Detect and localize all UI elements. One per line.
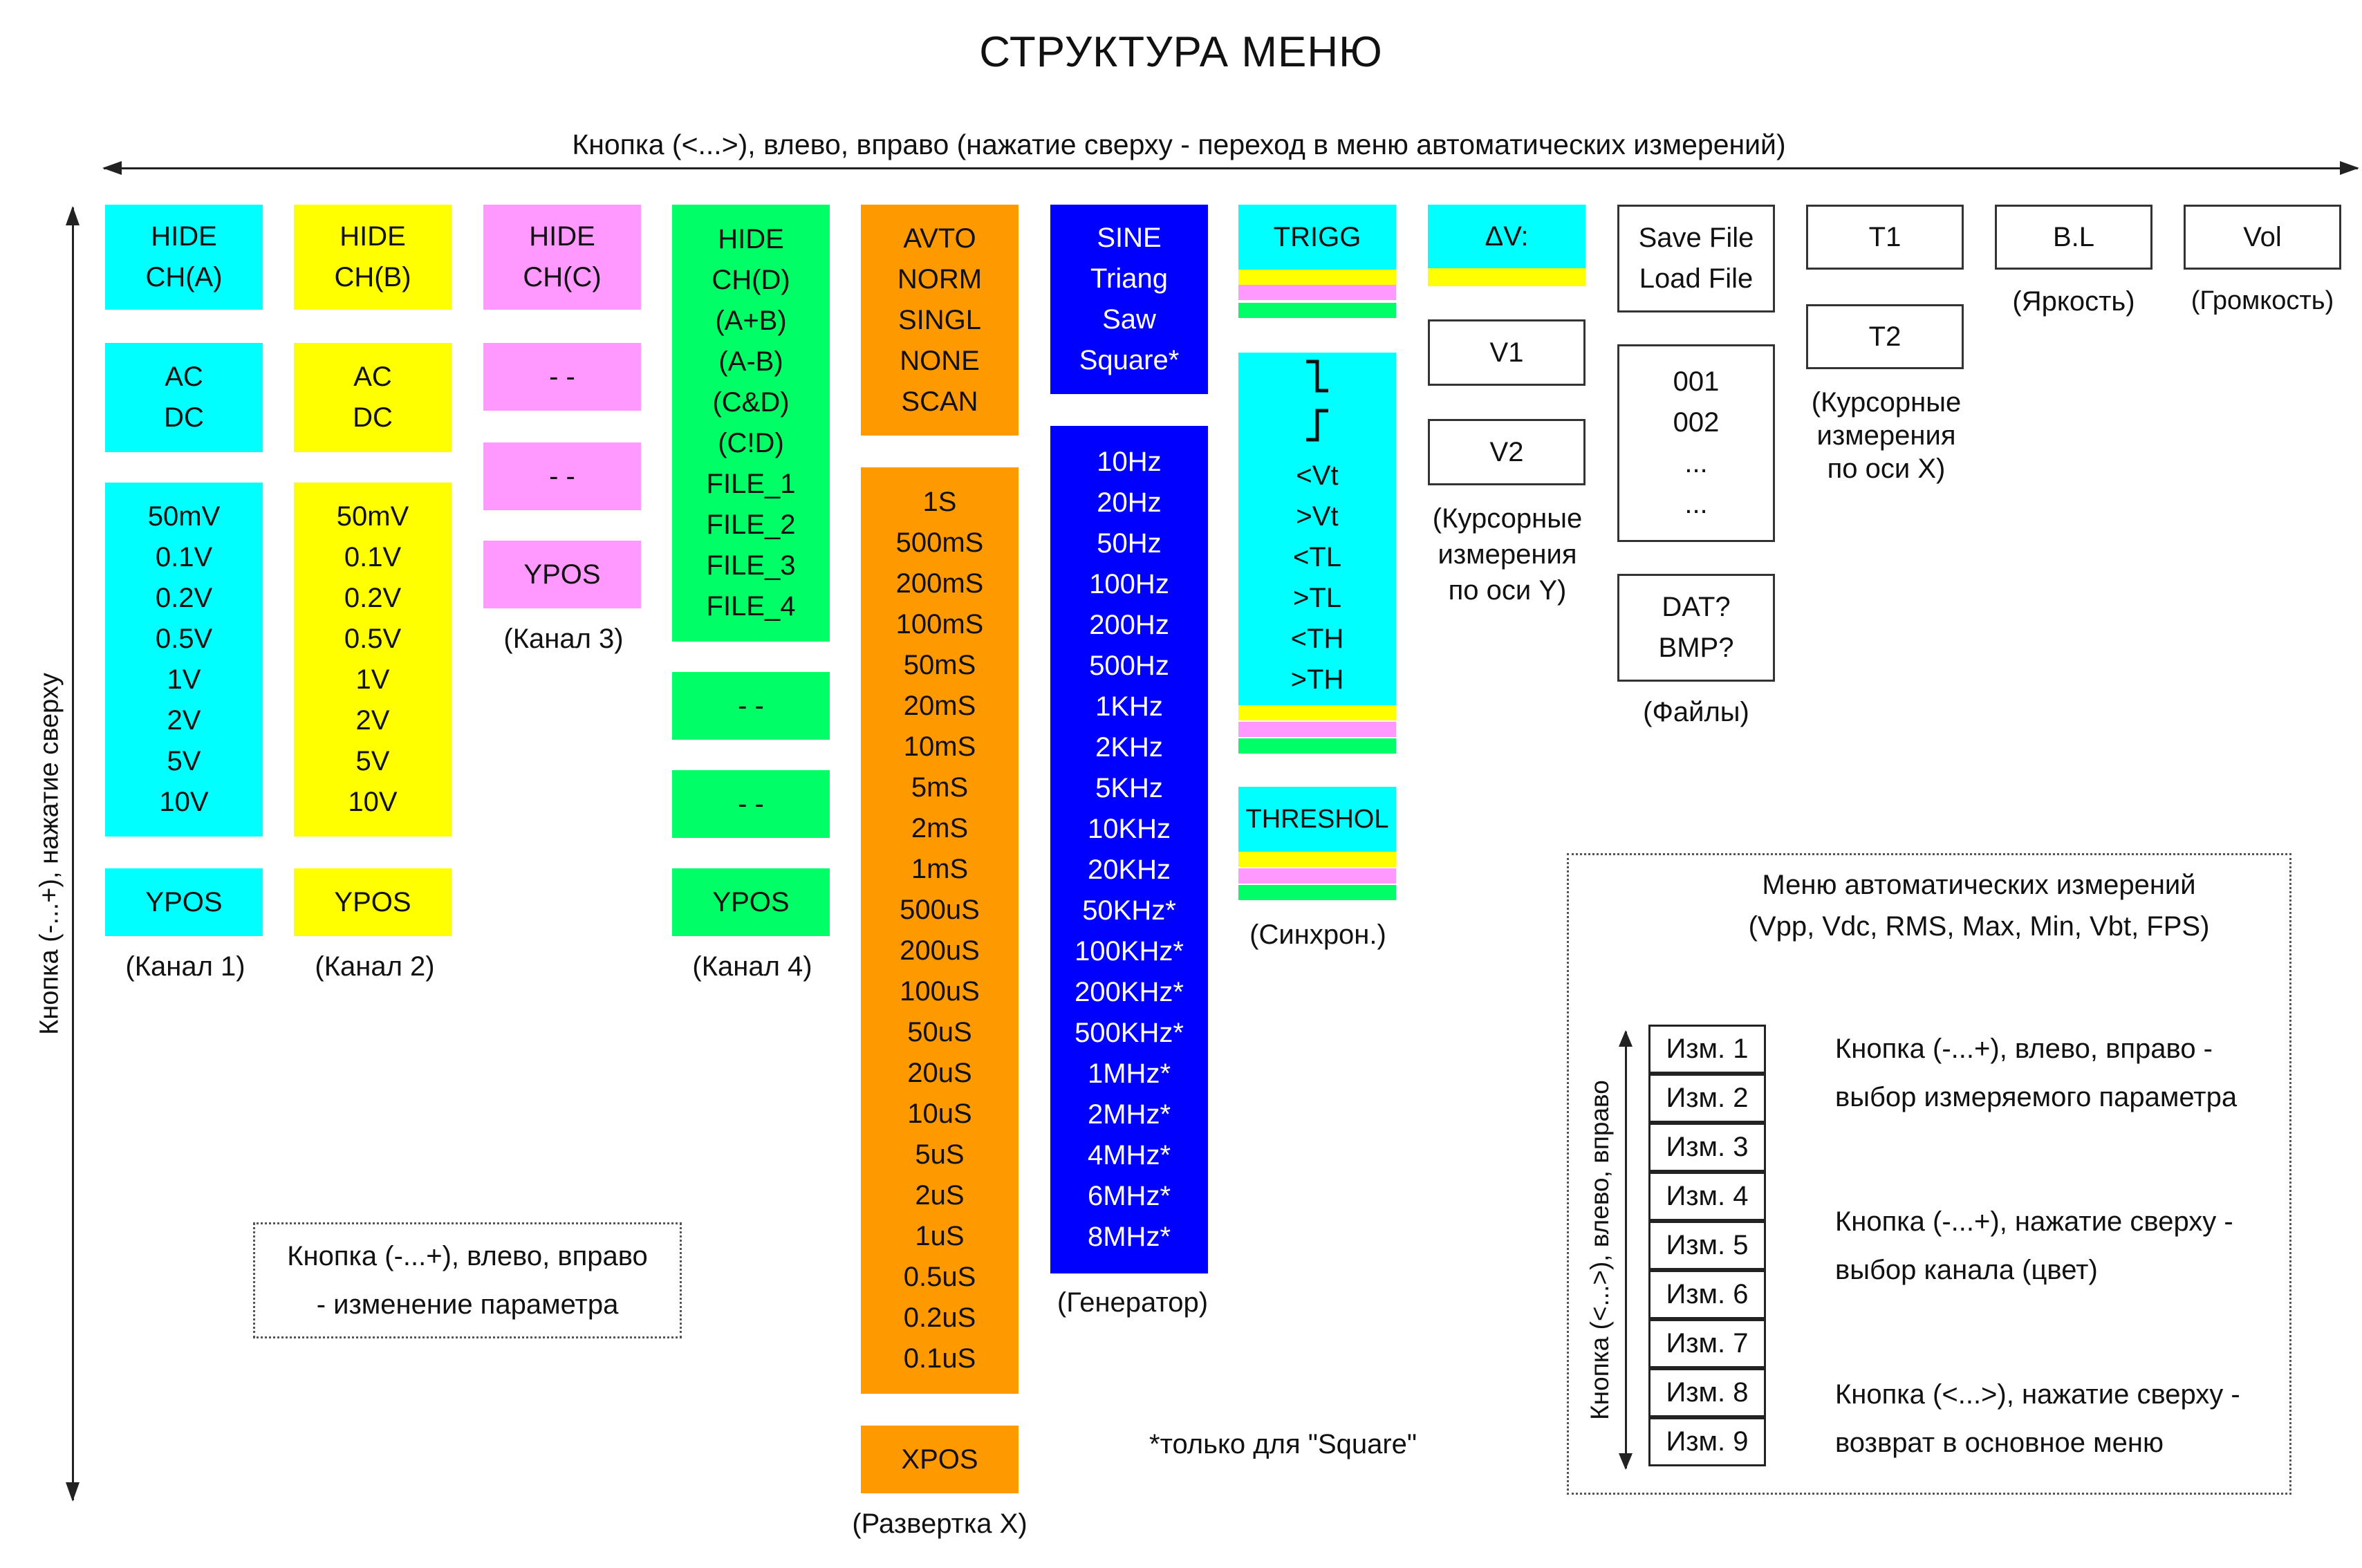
ch1-caption: (Канал 1) (125, 951, 245, 982)
ch1-volts-item: 2V (167, 705, 201, 736)
brightness-box[interactable] (1995, 205, 2152, 270)
ch2-coupling-item: DC (353, 402, 393, 433)
ch2-hide-line: CH(B) (334, 262, 411, 292)
ch2-volts-item: 0.1V (344, 542, 402, 572)
load-file-label: Load File (1639, 263, 1754, 294)
volume-caption: (Громкость) (2191, 286, 2334, 315)
sweep-time-item: 50uS (907, 1017, 972, 1047)
ch2-volts-item: 10V (348, 787, 398, 817)
generator-freq-item: 20Hz (1097, 487, 1162, 518)
ch2-volts-item: 50mV (336, 501, 409, 532)
ch2-volts-box[interactable] (294, 483, 452, 837)
ch2-volts-item: 2V (355, 705, 390, 736)
yellow-stripe (1428, 268, 1585, 286)
cursor-v1-label: V1 (1489, 337, 1524, 368)
caption-line: измерения (1438, 539, 1577, 570)
measurement-item[interactable]: Изм. 6 (1648, 1270, 1766, 1319)
generator-freq-item: 500KHz* (1075, 1018, 1184, 1048)
sweep-time-item: 50mS (903, 650, 976, 680)
ch4-list-item: FILE_3 (706, 550, 796, 581)
pink-stripe (1238, 722, 1396, 737)
ch4-list-item: (A+B) (715, 306, 787, 336)
generator-freq-item: 4MHz* (1087, 1140, 1171, 1170)
ch3-dash-box[interactable] (483, 343, 641, 411)
file-slot-item: ... (1684, 489, 1708, 519)
yellow-stripe (1238, 270, 1396, 285)
caption-line: (Курсорные (1811, 387, 1962, 418)
auto-menu-note-line: возврат в основное меню (1835, 1428, 2164, 1458)
sweep-time-item: 100mS (895, 609, 984, 640)
cursor-t1-label: T1 (1868, 221, 1901, 252)
file-slot-item: 002 (1673, 407, 1720, 438)
cursor-x-caption (1812, 386, 1961, 485)
ch4-dash-label: - - (738, 690, 764, 721)
file-format-box[interactable] (1617, 574, 1775, 682)
auto-menu-side-label: Кнопка (<...>), влево, вправо (1585, 1080, 1614, 1420)
generator-freq-item: 6MHz* (1087, 1181, 1171, 1211)
ch1-volts-item: 0.5V (155, 624, 213, 654)
ch1-hide-line: HIDE (151, 221, 217, 252)
ch1-volts-item: 0.2V (155, 583, 213, 613)
generator-freq-item: 200KHz* (1075, 977, 1184, 1007)
ch3-dash-box[interactable] (483, 442, 641, 510)
sweep-time-item: 2uS (915, 1180, 965, 1211)
auto-menu-note-line: Кнопка (-...+), нажатие сверху - (1835, 1206, 2233, 1237)
ch3-dash-label: - - (549, 361, 575, 392)
measurement-item[interactable]: Изм. 9 (1648, 1417, 1766, 1466)
auto-menu-note-line: выбор канала (цвет) (1835, 1255, 2098, 1285)
ch4-dash-label: - - (738, 788, 764, 819)
ch4-list-item: (A-B) (718, 346, 783, 377)
ch2-volts-item: 5V (355, 746, 390, 776)
measurement-item[interactable]: Изм. 2 (1648, 1074, 1766, 1123)
cursor-t1-box[interactable] (1806, 205, 1964, 270)
sweep-time-item: 500uS (900, 895, 980, 925)
generator-wave-item: SINE (1097, 223, 1162, 253)
generator-freq-item: 8MHz* (1087, 1222, 1171, 1252)
generator-freq-item: 1MHz* (1087, 1058, 1171, 1089)
ch4-list-item: FILE_1 (706, 469, 796, 499)
generator-wave-item: Saw (1102, 304, 1156, 335)
measurement-item[interactable]: Изм. 3 (1648, 1123, 1766, 1172)
green-stripe (1238, 885, 1396, 900)
brightness-caption: (Яркость) (2012, 286, 2135, 317)
ch2-volts-item: 0.2V (344, 583, 402, 613)
ch1-volts-item: 1V (167, 664, 201, 695)
auto-menu-note (1835, 1025, 2237, 1121)
ch4-list-box[interactable] (672, 205, 830, 642)
ch4-caption: (Канал 4) (692, 951, 812, 982)
measurement-item[interactable]: Изм. 8 (1648, 1368, 1766, 1417)
ch4-list-item: (C!D) (718, 428, 784, 458)
sync-level-item: <TL (1292, 542, 1342, 572)
generator-freq-item: 100KHz* (1075, 936, 1184, 967)
ch3-caption: (Канал 3) (503, 624, 624, 654)
ch1-ypos-label: YPOS (145, 886, 223, 917)
ch4-ypos-box[interactable] (672, 868, 830, 936)
file-slot-item: ... (1684, 448, 1708, 478)
generator-wave-box[interactable] (1050, 205, 1208, 394)
volume-label: Vol (2243, 221, 2282, 252)
sweep-time-item: 20mS (903, 691, 976, 721)
sweep-time-item: 0.5uS (903, 1262, 976, 1292)
generator-wave-item: Triang (1090, 263, 1168, 294)
vertical-double-arrow (72, 207, 74, 1500)
generator-freq-item: 1KHz (1095, 691, 1163, 722)
sync-level-item: >TL (1292, 583, 1342, 613)
sweep-time-item: 2mS (911, 813, 969, 843)
auto-menu-vertical-arrow (1625, 1032, 1627, 1468)
left-button-label: Кнопка (-...+), нажатие сверху (35, 673, 64, 1035)
ch3-ypos-label: YPOS (523, 559, 601, 590)
generator-freq-box[interactable] (1050, 426, 1208, 1273)
sync-level-item: <Vt (1296, 460, 1339, 491)
sync-level-box[interactable] (1238, 353, 1396, 705)
generator-freq-item: 200Hz (1089, 610, 1169, 640)
sync-caption: (Синхрон.) (1249, 920, 1386, 950)
ch4-list-item: CH(D) (712, 265, 790, 295)
file-slot-item: 001 (1673, 366, 1720, 397)
ch1-coupling-item: DC (164, 402, 204, 433)
auto-menu-title-line: (Vpp, Vdc, RMS, Max, Min, Vbt, FPS) (1748, 911, 2210, 942)
ch3-dash-label: - - (549, 460, 575, 492)
file-slots-box[interactable] (1617, 344, 1775, 542)
ch2-caption: (Канал 2) (315, 951, 435, 982)
ch4-list-item: FILE_2 (706, 510, 796, 540)
yellow-stripe (1238, 705, 1396, 720)
ch1-volts-item: 10V (159, 787, 209, 817)
ch3-hide-box[interactable] (483, 205, 641, 310)
sweep-mode-box[interactable] (861, 205, 1019, 436)
param-note-line: - изменение параметра (316, 1289, 619, 1320)
generator-freq-item: 100Hz (1089, 569, 1169, 599)
sweep-time-item: 500mS (895, 528, 984, 558)
generator-freq-item: 2MHz* (1087, 1099, 1171, 1130)
yellow-stripe (1238, 852, 1396, 867)
horizontal-double-arrow (104, 167, 2358, 169)
ch1-volts-item: 50mV (147, 501, 221, 532)
sync-level-item: <TH (1290, 624, 1344, 654)
ch1-hide-box[interactable] (105, 205, 263, 310)
caption-line: (Курсорные (1432, 503, 1583, 534)
ch4-dash-box[interactable] (672, 672, 830, 740)
cursor-dv-box[interactable] (1428, 205, 1585, 268)
sweep-time-item: 200mS (895, 568, 984, 599)
square-only-note: *только для "Square" (1149, 1429, 1417, 1459)
generator-freq-item: 2KHz (1095, 732, 1163, 763)
sweep-xpos-box[interactable] (861, 1426, 1019, 1493)
sweep-time-item: 100uS (900, 976, 980, 1007)
caption-line: по оси X) (1827, 454, 1946, 484)
ch2-volts-item: 0.5V (344, 624, 402, 654)
cursor-v2-box[interactable] (1428, 419, 1585, 485)
measurement-item[interactable]: Изм. 1 (1648, 1025, 1766, 1074)
auto-menu-note-line: Кнопка (-...+), влево, вправо - (1835, 1034, 2213, 1064)
generator-caption: (Генератор) (1057, 1287, 1209, 1318)
ch1-hide-line: CH(A) (145, 262, 223, 292)
caption-line: измерения (1816, 420, 1956, 451)
sweep-time-item: 5uS (915, 1139, 965, 1170)
green-stripe (1238, 303, 1396, 318)
ch2-ypos-box[interactable] (294, 868, 452, 936)
sweep-time-item: 200uS (900, 935, 980, 966)
sweep-time-item: 10uS (907, 1099, 972, 1129)
sync-trigg-label: TRIGG (1273, 221, 1361, 252)
sync-threshol-box[interactable] (1238, 787, 1396, 852)
sweep-mode-item: NONE (900, 345, 980, 376)
ch1-ypos-box[interactable] (105, 868, 263, 936)
ch2-hide-line: HIDE (340, 221, 406, 252)
cursor-v1-box[interactable] (1428, 319, 1585, 386)
generator-freq-item: 5KHz (1095, 773, 1163, 803)
ch1-coupling-box[interactable] (105, 343, 263, 452)
generator-freq-item: 50KHz* (1082, 895, 1176, 926)
sweep-time-item: 1mS (911, 854, 969, 884)
pink-stripe (1238, 285, 1396, 300)
page-title: СТРУКТУРА МЕНЮ (979, 28, 1383, 76)
sweep-time-item: 20uS (907, 1058, 972, 1088)
auto-menu-note (1835, 1370, 2240, 1467)
sync-level-item: >Vt (1296, 501, 1339, 532)
cursor-y-caption (1433, 501, 1582, 608)
file-format-item: DAT? (1662, 592, 1731, 622)
param-note-line: Кнопка (-...+), влево, вправо (287, 1241, 648, 1271)
file-format-item: BMP? (1658, 633, 1734, 663)
volume-box[interactable] (2184, 205, 2341, 270)
ch2-coupling-box[interactable] (294, 343, 452, 452)
top-button-label: Кнопка (<...>), влево, вправо (нажатие сверху - переход в меню автоматических измерений) (572, 129, 1786, 160)
sweep-time-item: 0.2uS (903, 1303, 976, 1333)
cursor-v2-label: V2 (1489, 436, 1524, 467)
sync-level-item: >TH (1290, 664, 1344, 695)
falling-edge-icon (1303, 357, 1331, 407)
sync-threshol-label: THRESHOL (1245, 804, 1389, 834)
auto-menu-title-line: Меню автоматических измерений (1762, 870, 2196, 900)
generator-freq-item: 10Hz (1097, 447, 1162, 477)
ch4-list-item: HIDE (718, 224, 784, 254)
save-file-label: Save File (1638, 223, 1754, 253)
generator-freq-item: 10KHz (1087, 814, 1171, 844)
files-caption: (Файлы) (1643, 697, 1749, 727)
ch1-coupling-item: AC (165, 362, 203, 392)
ch1-volts-box[interactable] (105, 483, 263, 837)
sweep-time-item: 0.1uS (903, 1343, 976, 1374)
sweep-mode-item: SINGL (898, 304, 982, 335)
cursor-t2-box[interactable] (1806, 304, 1964, 369)
ch2-volts-item: 1V (355, 664, 390, 695)
auto-menu-note-line: Кнопка (<...>), нажатие сверху - (1835, 1379, 2240, 1410)
ch4-list-item: (C&D) (712, 387, 790, 418)
ch4-dash-box[interactable] (672, 770, 830, 838)
caption-line: по оси Y) (1448, 575, 1567, 606)
sweep-mode-item: SCAN (901, 386, 978, 417)
save-load-box[interactable] (1617, 205, 1775, 312)
sweep-mode-item: NORM (897, 263, 983, 295)
param-note-text (287, 1232, 648, 1329)
sweep-mode-item: AVTO (903, 223, 976, 254)
ch2-coupling-item: AC (353, 362, 392, 392)
sweep-xpos-label: XPOS (901, 1444, 978, 1475)
sweep-time-item: 5mS (911, 772, 969, 803)
green-stripe (1238, 738, 1396, 754)
brightness-label: B.L (2052, 221, 2095, 252)
auto-menu-note (1835, 1197, 2233, 1294)
ch1-volts-item: 5V (167, 746, 201, 776)
ch3-ypos-box[interactable] (483, 541, 641, 608)
measurement-item[interactable]: Изм. 4 (1648, 1172, 1766, 1221)
sweep-time-item: 10mS (903, 731, 976, 762)
measurement-item[interactable]: Изм. 7 (1648, 1319, 1766, 1368)
ch3-hide-line: HIDE (529, 221, 595, 252)
pink-stripe (1238, 868, 1396, 884)
auto-menu-note-line: выбор измеряемого параметра (1835, 1082, 2238, 1112)
generator-wave-item: Square* (1079, 345, 1180, 375)
ch1-volts-item: 0.1V (155, 542, 213, 572)
cursor-t2-label: T2 (1868, 321, 1901, 352)
generator-freq-item: 500Hz (1089, 651, 1169, 681)
cursor-dv-label: ΔV: (1485, 221, 1529, 252)
ch2-ypos-label: YPOS (334, 886, 411, 917)
sweep-time-item: 1uS (915, 1221, 965, 1251)
rising-edge-icon (1303, 407, 1331, 456)
ch4-list-item: FILE_4 (706, 591, 796, 622)
auto-menu-title (1749, 864, 2210, 947)
sweep-caption: (Развертка X) (852, 1509, 1027, 1539)
generator-freq-item: 20KHz (1087, 855, 1171, 885)
measurement-item[interactable]: Изм. 5 (1648, 1221, 1766, 1270)
generator-freq-item: 50Hz (1097, 528, 1162, 559)
sweep-time-item: 1S (922, 487, 957, 517)
ch3-hide-line: CH(C) (523, 262, 602, 292)
sync-trigg-box[interactable] (1238, 205, 1396, 270)
sweep-time-box[interactable] (861, 467, 1019, 1394)
ch4-ypos-label: YPOS (712, 886, 790, 917)
ch2-hide-box[interactable] (294, 205, 452, 310)
